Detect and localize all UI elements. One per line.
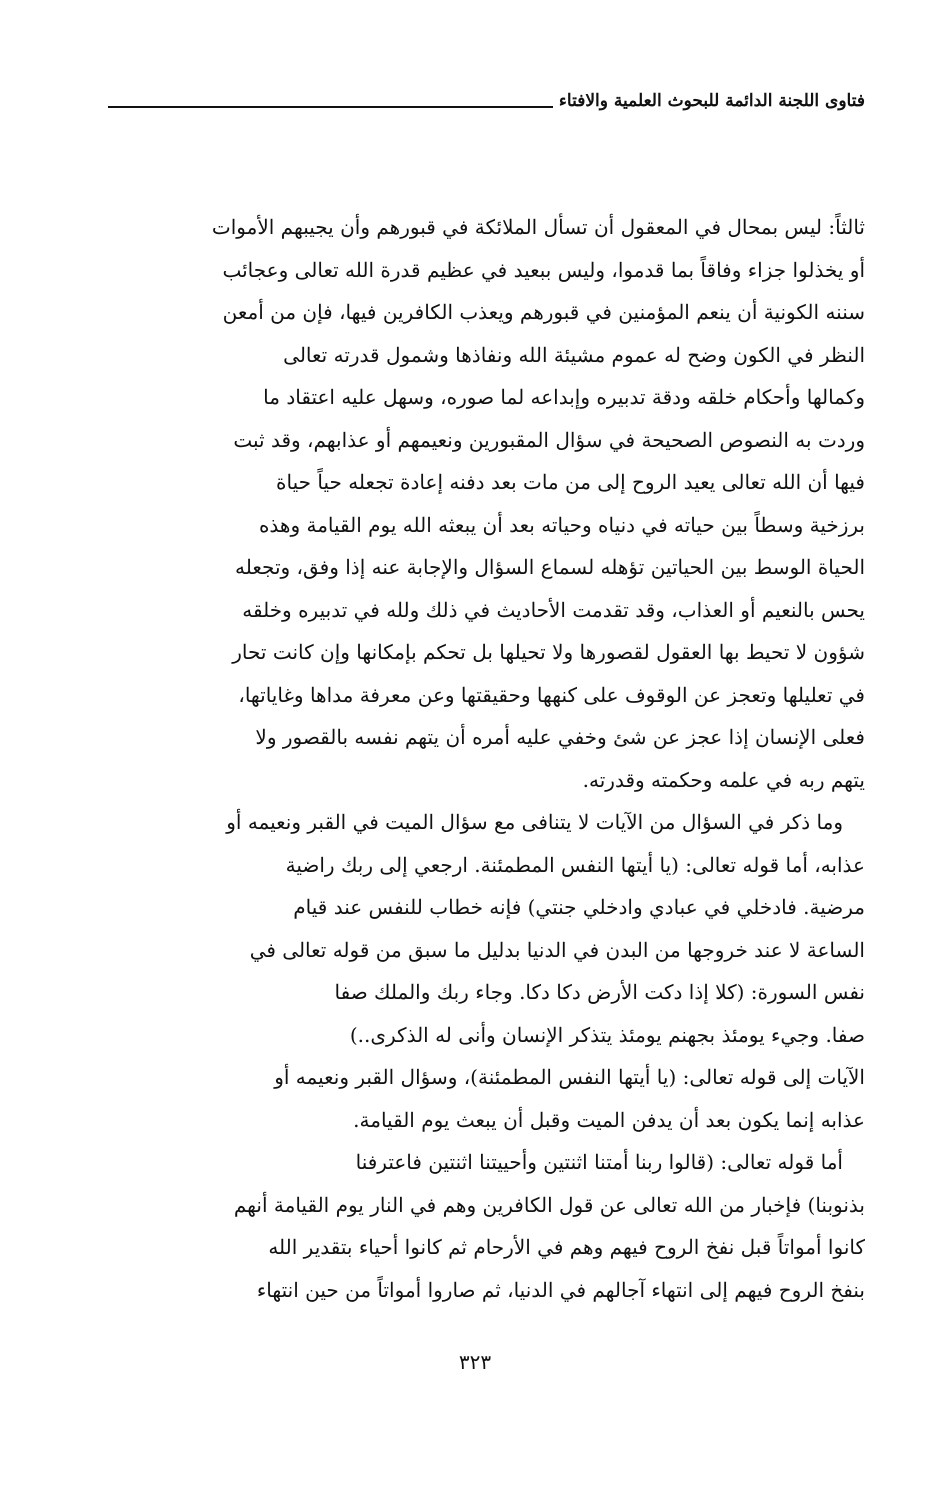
text-line: برزخية وسطاً بين حياته في دنياه وحياته بعد أن يبعثه الله يوم القيامة وهذه [258,512,865,537]
text-line: صفا. وجيء يومئذ بجهنم يومئذ يتذكر الإنسان وأنى له الذكرى..) [349,1022,865,1047]
text-line: عذابه إنما يكون بعد أن يدفن الميت وقبل أن يبعث يوم القيامة. [353,1107,865,1132]
text-line: كانوا أمواتاً قبل نفخ الروح فيهم وهم في الأرحام ثم كانوا أحياء بتقدير الله [268,1235,865,1259]
text-line: أما قوله تعالى: (قالوا ربنا أمتنا اثنتين وأحييتنا اثنتين فاعترفنا [355,1150,843,1174]
text-line: سننه الكونية أن ينعم المؤمنين في قبورهم ويعذب الكافرين فيها، فإن من أمعن [222,300,865,324]
text-line: الآيات إلى قوله تعالى: (يا أيتها النفس المطمئنة)، وسؤال القبر ونعيمه أو [274,1065,865,1089]
text-line: في تعليلها وتعجز عن الوقوف على كنهها وحقيقتها وعن معرفة مداها وغاياتها، [238,682,865,707]
header-rule [108,106,553,108]
text-line: فيها أن الله تعالى يعيد الروح إلى من مات بعد دفنه إعادة تجعله حياً حياة [276,470,865,494]
body-text [108,206,865,1311]
text-line: النظر في الكون وضح له عموم مشيئة الله ونفاذها وشمول قدرته تعالى [283,342,865,367]
text-line: فعلى الإنسان إذا عجز عن شئ وخفي عليه أمره أن يتهم نفسه بالقصور ولا [255,725,865,749]
text-line: أو يخذلوا جزاء وفاقاً بما قدموا، وليس ببعيد في عظيم قدرة الله تعالى وعجائب [222,257,865,282]
text-line: وما ذكر في السؤال من الآيات لا يتنافى مع سؤال الميت في القبر ونعيمه أو [226,810,843,834]
page-number: ٣٢٣ [458,1350,492,1374]
text-line: عذابه، أما قوله تعالى: (يا أيتها النفس المطمئنة. ارجعي إلى ربك راضية [285,852,865,877]
text-line: بذنوبنا) فإخبار من الله تعالى عن قول الكافرين وهم في النار يوم القيامة أنهم [233,1192,865,1217]
text-line: يحس بالنعيم أو العذاب، وقد تقدمت الأحاديث في ذلك ولله في تدبيره وخلقه [242,597,865,622]
text-line: ثالثاً: ليس بمحال في المعقول أن تسأل الملائكة في قبورهم وأن يجيبهم الأموات [211,215,865,239]
header-title: فتاوى اللجنة الدائمة للبحوث العلمية والافتاء [558,91,865,111]
text-line: مرضية. فادخلي في عبادي وادخلي جنتي) فإنه خطاب للنفس عند قيام [293,895,865,919]
text-line: يتهم ربه في علمه وحكمته وقدرته. [582,767,865,792]
text-line: بنفخ الروح فيهم إلى انتهاء آجالهم في الدنيا، ثم صاروا أمواتاً من حين انتهاء [256,1277,865,1302]
text-line: وكمالها وأحكام خلقه ودقة تدبيره وإبداعه لما صوره، وسهل عليه اعتقاد ما [263,385,865,409]
running-header [108,90,865,112]
text-line: نفس السورة: (كلا إذا دكت الأرض دكا دكا. وجاء ربك والملك صفا [334,980,865,1004]
text-line: شؤون لا تحيط بها العقول لقصورها ولا تحيلها بل تحكم بإمكانها وإن كانت تحار [232,640,865,664]
text-line: الحياة الوسط بين الحياتين تؤهله لسماع السؤال والإجابة عنه إذا وفق، وتجعله [235,555,865,579]
text-line: الساعة لا عند خروجها من البدن في الدنيا بدليل ما سبق من قوله تعالى في [249,937,865,962]
text-line: وردت به النصوص الصحيحة في سؤال المقبورين ونعيمهم أو عذابهم، وقد ثبت [233,427,865,452]
